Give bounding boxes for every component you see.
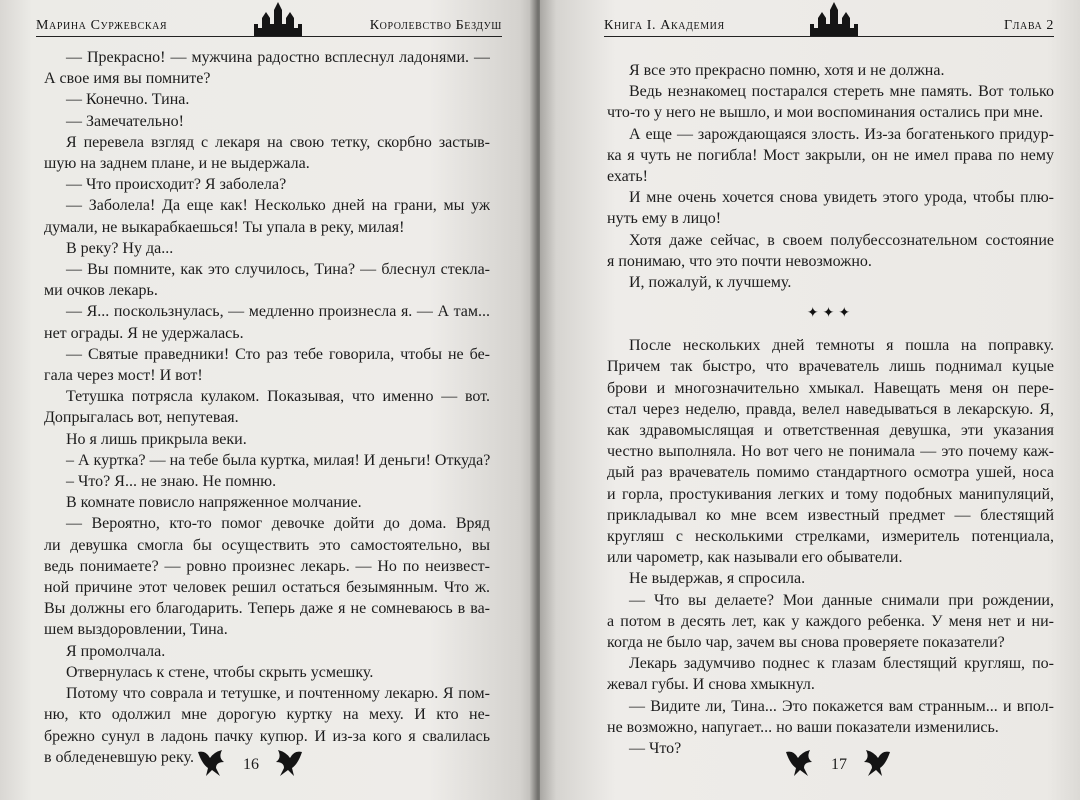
right-body-text <box>607 60 1054 759</box>
text-line: — Видите ли, Тина... Это покажется вам странным... и впол- <box>629 697 1054 715</box>
section-break-stars: ✦✦✦ <box>806 306 855 322</box>
left-body-text <box>44 47 490 768</box>
right-footer <box>784 748 894 782</box>
text-line: — Прекрасно! — мужчина радостно всплеснул ладонями. — <box>66 49 490 66</box>
text-line: Потому что соврала и тетушке, и почтенному лекарю. Я пом- <box>66 685 490 703</box>
left-footer <box>196 748 306 782</box>
dragon-ornament-icon <box>784 748 818 778</box>
text-line: После нескольких дней темноты я пошла на поправку. <box>629 337 1054 355</box>
text-line: — Что? <box>629 740 682 758</box>
text-line: я понимаю, что это почти невозможно. <box>607 252 872 270</box>
text-line: — Конечно. Тина. <box>66 91 190 109</box>
text-line: или чарометр, как называли его обыватели. <box>607 549 903 567</box>
text-line: думали, не выкарабкаешься! Ты упала в реку, милая! <box>44 218 405 236</box>
text-line: ню, кто одолжил мне дорогую куртку на меху. И кто не- <box>44 706 490 724</box>
text-line: Лекарь задумчиво поднес к глазам блестящий кругляш, по- <box>629 655 1054 673</box>
right-page <box>540 0 1080 800</box>
castle-ornament-icon <box>250 2 306 38</box>
text-line: брови и многозначительно хмыкал. Навещать меня он пере- <box>607 379 1054 397</box>
text-line: — Вы помните, как это случилось, Тина? — блеснул стекла- <box>66 261 490 279</box>
page-number: 16 <box>243 756 259 773</box>
text-line: А свое имя вы помните? <box>44 70 211 88</box>
text-line: жевал губы. И снова хмыкнул. <box>607 676 815 694</box>
chapter-title: Глава 2 <box>1003 18 1054 33</box>
text-line: — Что вы делаете? Мои данные снимали при рождении, <box>629 591 1054 609</box>
text-line: Но я лишь прикрыла веки. <box>66 430 247 448</box>
text-line: нуть ему в лицо! <box>607 210 722 228</box>
text-line: и горла, простукивания легких и тому подобных манипуляций, <box>607 485 1054 503</box>
author-name: Марина Суржевская <box>36 18 168 33</box>
text-line: И мне очень хочется снова увидеть этого урода, чтобы плю- <box>629 189 1054 207</box>
text-line: — Что происходит? Я заболела? <box>66 176 287 194</box>
header-rule <box>604 36 1054 37</box>
text-line: – Что? Я... не знаю. Не помню. <box>66 473 277 491</box>
text-line: Ведь незнакомец постарался стереть мне память. Вот только <box>629 83 1054 101</box>
text-line: ми очков лекарь. <box>44 282 158 300</box>
castle-ornament-icon <box>806 2 862 38</box>
dragon-ornament-icon <box>858 748 892 778</box>
right-running-header <box>604 8 1054 34</box>
text-line: Я все это прекрасно помню, хотя и не должна. <box>629 62 945 79</box>
dragon-ornament-icon <box>270 748 304 778</box>
text-line: ведь понимаете? — ровно произнес лекарь. — Но по неизвест- <box>44 557 490 575</box>
text-line: кругляш с несколькими стрелками, измеритель потенциала, <box>607 528 1054 546</box>
text-line: а потом в десять лет, как у каждого ребенка. У меня нет и ни- <box>607 612 1054 630</box>
text-line: честно выполняла. Но вот чего не понимала — это почему каж- <box>607 443 1054 461</box>
text-line: как здравомыслящая и ответственная девушка, эти указания <box>607 422 1054 440</box>
text-line: Я перевела взгляд с лекаря на свою тетку, скорбно застыв- <box>66 133 490 151</box>
header-rule <box>36 36 502 37</box>
text-line: Не выдержав, я спросила. <box>629 570 806 588</box>
dragon-ornament-icon <box>196 748 230 778</box>
text-line: — Святые праведники! Сто раз тебе говорила, чтобы не бе- <box>66 345 490 363</box>
text-line: В комнате повисло напряженное молчание. <box>66 494 362 512</box>
text-line: прикладывал ко мне всем известный предмет — блестящий <box>607 506 1054 524</box>
text-line: не возможно, напугает... но ваши показатели изменились. <box>607 718 999 736</box>
text-line: И, пожалуй, к лучшему. <box>629 274 792 292</box>
left-running-header <box>36 8 502 34</box>
text-line: шую на заднем плане, и не выдержала. <box>44 155 310 173</box>
page-number: 17 <box>831 756 847 773</box>
text-line: ли девушка смогла бы осуществить это самостоятельно, вы <box>44 536 490 554</box>
text-line: что-то у него не вышло, и мои воспоминания остались при мне. <box>607 104 1044 122</box>
text-line: в обледеневшую реку. <box>44 748 194 766</box>
text-line: Тетушка потрясла кулаком. Показывая, что именно — вот. <box>66 388 490 406</box>
text-line: гала через мост! И вот! <box>44 367 203 385</box>
text-line: Хотя даже сейчас, в своем полубессознательном состояние <box>629 231 1054 249</box>
text-line: шем выздоровлении, Тина. <box>44 621 228 639</box>
text-line: — Заболела! Да еще как! Несколько дней на грани, мы уж <box>66 197 490 215</box>
book-title: Королевство Бездуш <box>369 18 502 33</box>
text-line: стал через неделю, правда, велел наведываться в лекарскую. Я, <box>607 400 1054 418</box>
text-line: – А куртка? — на тебе была куртка, милая! И деньги! Откуда? <box>66 451 490 469</box>
text-line: брежно сунул в ладонь пачку купюр. И из-за кого я свалилась <box>44 727 490 745</box>
text-line: когда не было чар, зачем вы снова проверяете показатели? <box>607 634 1005 652</box>
text-line: — Я... поскользнулась, — медленно произнесла я. — А там... <box>66 303 490 321</box>
book-part: Книга I. Академия <box>604 18 725 33</box>
text-line: Я промолчала. <box>66 642 166 660</box>
text-line: Вы должны его благодарить. Теперь даже я не сомневаюсь в ва- <box>44 600 490 618</box>
text-line: ехать! <box>607 168 648 186</box>
text-line: Допрыгалась вот, непутевая. <box>44 409 239 427</box>
text-line: ной причине этот человек решил остаться безымянным. Что ж. <box>44 579 490 597</box>
text-line: — Вероятно, кто-то помог девочке дойти до дома. Вряд <box>66 515 490 533</box>
text-line: — Замечательно! <box>66 112 184 130</box>
text-line: Причем так быстро, что врачеватель лишь поднимал куцые <box>607 358 1054 376</box>
text-line: нет ограды. Я не удержалась. <box>44 324 244 342</box>
text-line: А еще — зарождающаяся злость. Из-за богатенького придур- <box>629 125 1054 143</box>
text-line: ка я чуть не погибла! Мост закрыли, он не имел права по нему <box>607 146 1054 164</box>
left-page <box>0 0 536 800</box>
text-line: дый раз врачеватель помимо стандартного осмотра ушей, носа <box>607 464 1054 482</box>
text-line: Отвернулась к стене, чтобы скрыть усмешку. <box>66 663 374 681</box>
text-line: В реку? Ну да... <box>66 239 174 257</box>
